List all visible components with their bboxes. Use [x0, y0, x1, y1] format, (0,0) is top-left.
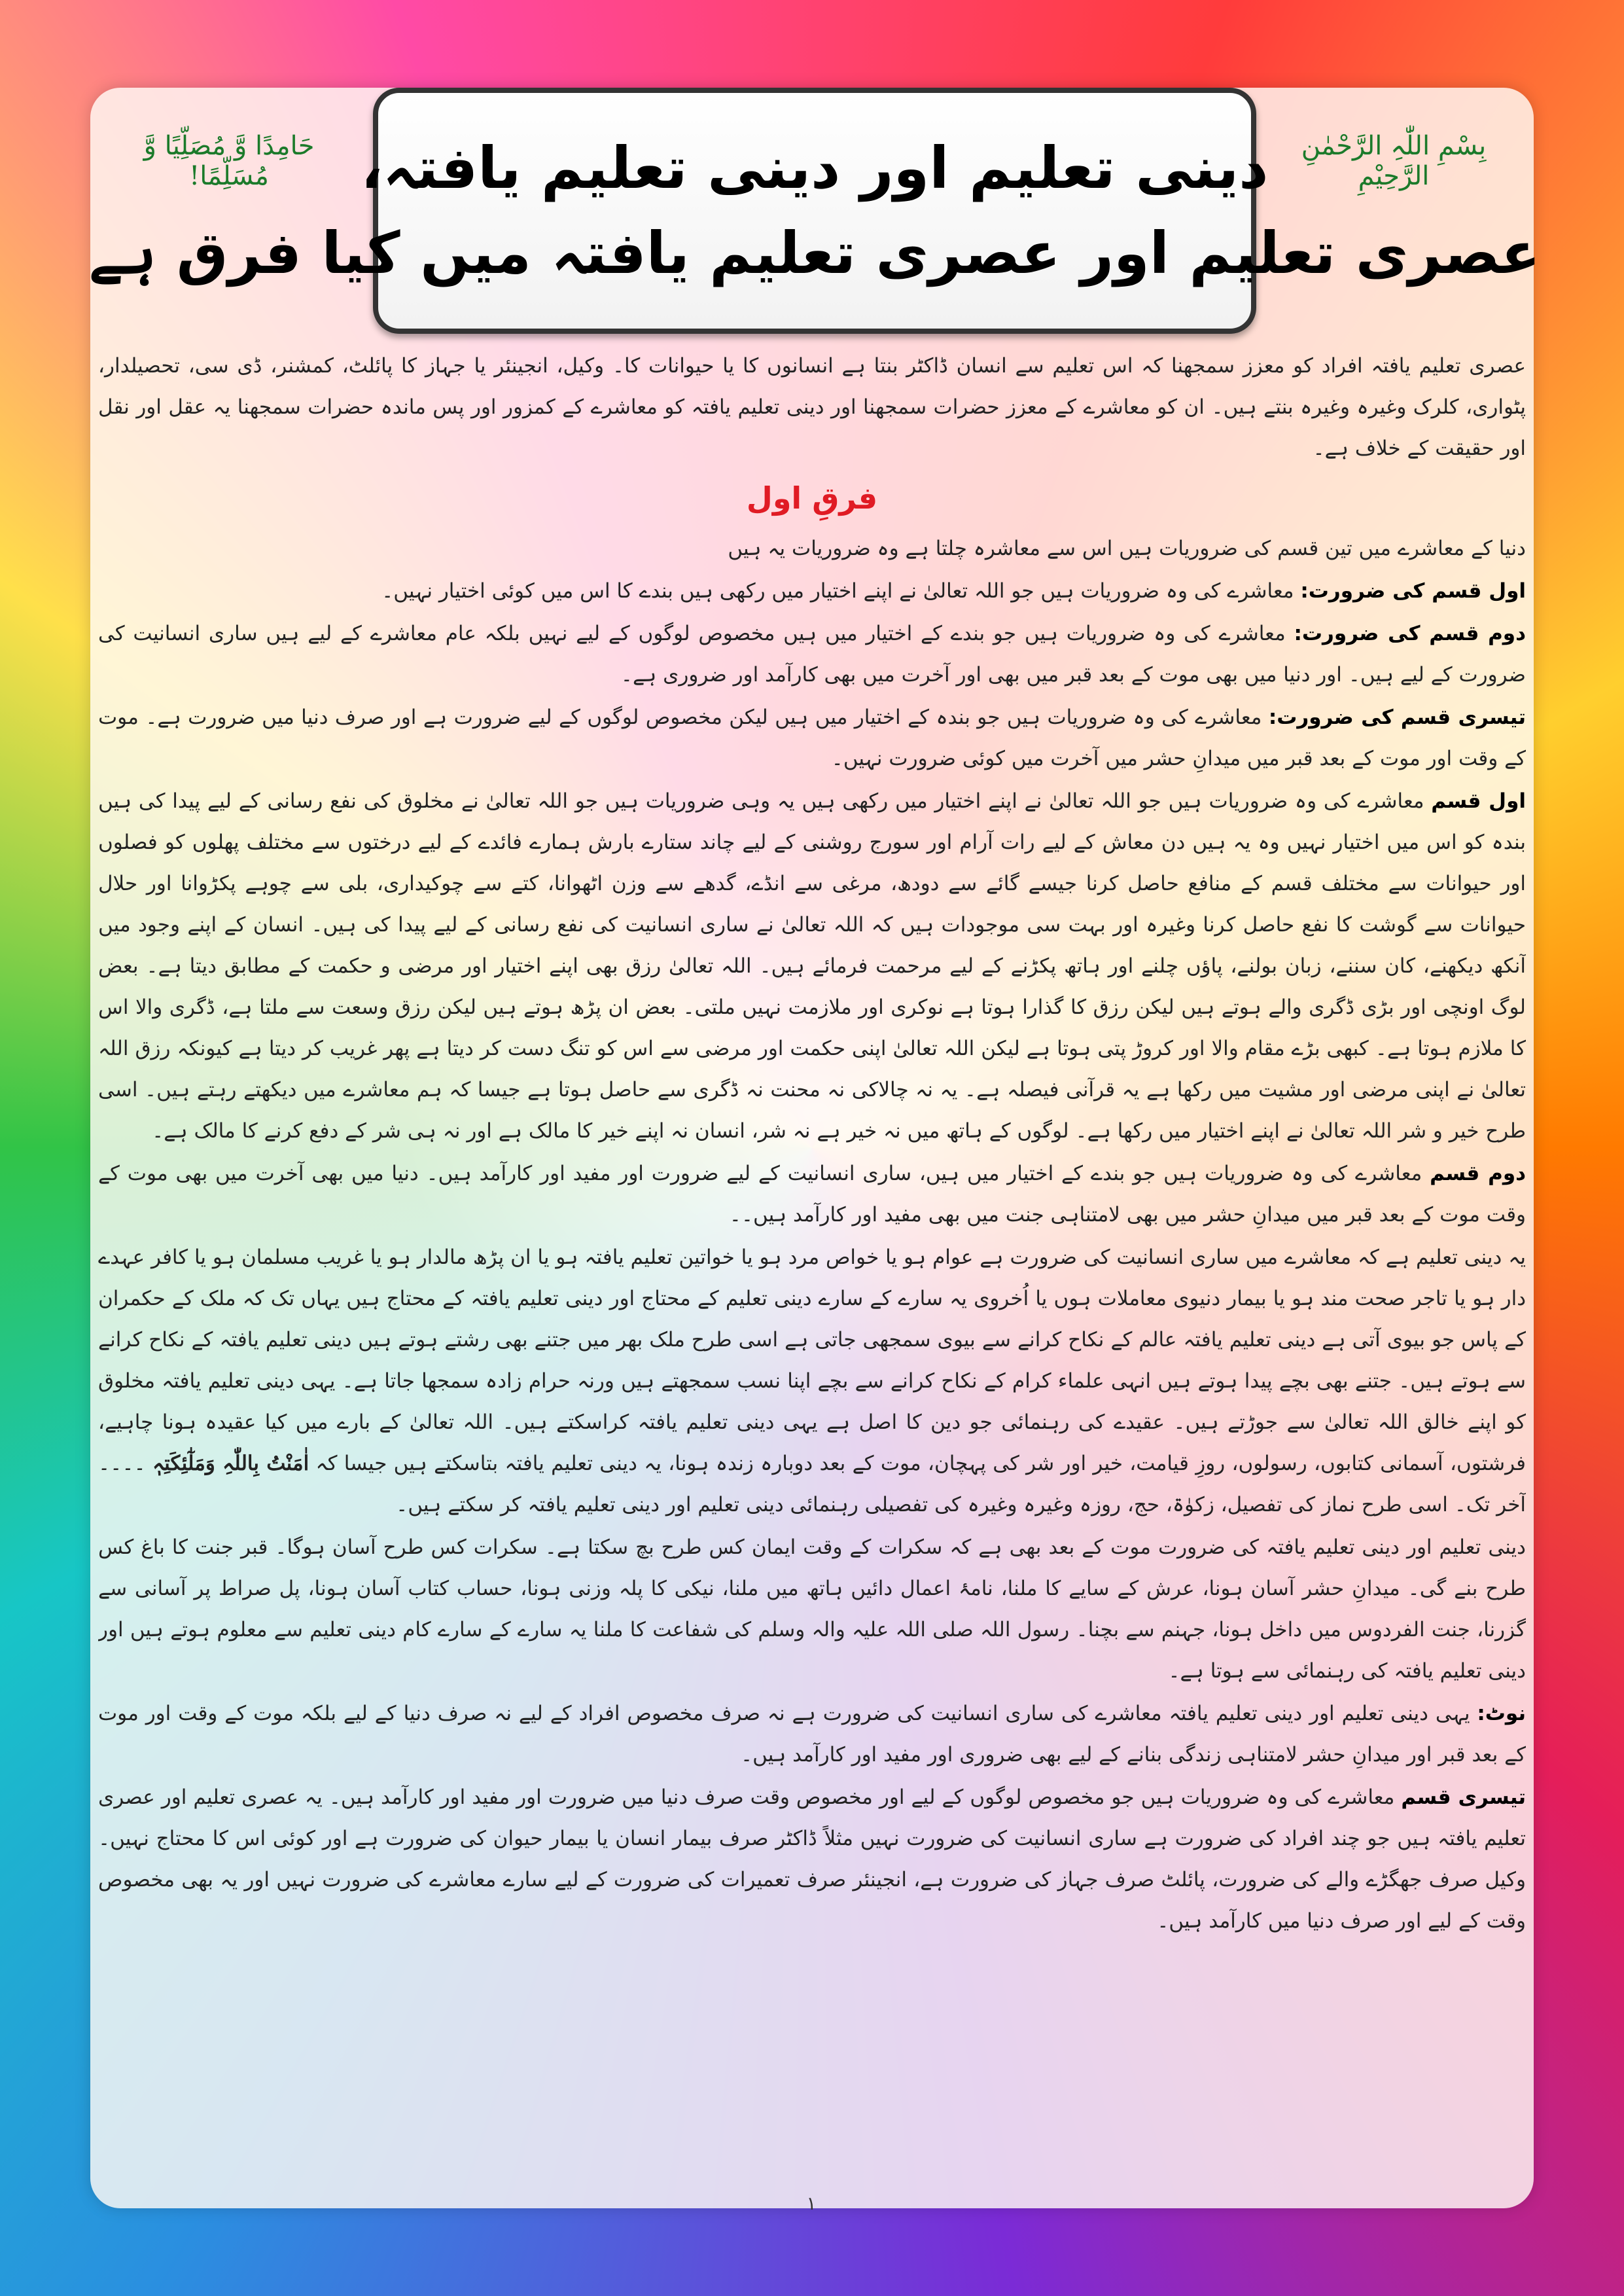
- religious-education-text-b: ۔۔۔۔ آخر تک۔ اسی طرح نماز کی تفصیل، زکوٰۃ، حج، روزہ وغیرہ وغیرہ کی تفصیلی رہنمائی دینی تعلیم اور دینی تعلیم یافتہ کر سکتے ہیں۔: [98, 1452, 1526, 1516]
- paragraph-second-need: [98, 613, 1526, 696]
- paragraph-second-type-detail: [98, 1153, 1526, 1236]
- paragraph-third-need: [98, 697, 1526, 780]
- first-need-label: اول قسم کی ضرورت:: [1300, 579, 1526, 603]
- arabic-quote: اٰمَنْتُ بِاللّٰہِ وَمَلٰٓئِکَتِہٖ: [152, 1452, 309, 1475]
- note-text: یہی دینی تعلیم اور دینی تعلیم یافتہ معاشرے کی ساری انسانیت کی ضرورت ہے نہ صرف مخصوص افراد کے لیے نہ صرف دنیا کے لیے بلکہ موت کے وقت اور موت کے بعد قبر اور میدانِ حشر لامتناہی زندگی بنانے کے لیے بھی ضروری اور مفید اور کارآمد ہیں۔: [98, 1702, 1526, 1767]
- hamdan-calligraphy: حَامِدًا وَّ مُصَلِّیًا وَّ مُسَلِّمًا!: [143, 131, 315, 191]
- second-need-label: دوم قسم کی ضرورت:: [1294, 622, 1526, 645]
- paragraph-needs-intro: دنیا کے معاشرے میں تین قسم کی ضروریات ہیں اس سے معاشرہ چلتا ہے وہ ضروریات یہ ہیں: [728, 537, 1526, 560]
- paragraph-third-type-detail: [98, 1777, 1526, 1942]
- paragraph-after-death: دینی تعلیم اور دینی تعلیم یافتہ کی ضرورت موت کے بعد بھی ہے کہ سکرات کے وقت ایمان کس طرح بچ سکتا ہے۔ سکرات کس طرح آسان ہوگا۔ قبر جنت کا باغ کس طرح بنے گی۔ میدانِ حشر آسان ہونا، عرش کے سایے کا ملنا، نامۂ اعمال دائیں ہاتھ میں ملنا، نیکی کا پلہ وزنی ہونا، حساب کتاب آسان ہونا، پل صراط پر آسانی سے گزرنا، جنت الفردوس میں داخل ہونا، جہنم سے بچنا۔ رسول اللہ صلی اللہ علیہ والہ وسلم کی شفاعت کا ملنا یہ سارے کے سارے کام دینی تعلیم سے معلوم ہوتے ہیں اور دینی تعلیم یافتہ کی رہنمائی سے ہوتا ہے۔: [98, 1535, 1526, 1683]
- third-need-label: تیسری قسم کی ضرورت:: [1268, 706, 1526, 729]
- section-heading-first-difference: فرقِ اول: [746, 480, 878, 516]
- title-line-1: دینی تعلیم اور دینی تعلیم یافتہ،: [361, 134, 1269, 202]
- bismillah-calligraphy: بِسْمِ اللّٰہِ الرَّحْمٰنِ الرَّحِیْمِ: [1301, 131, 1487, 191]
- paragraph-note: [98, 1693, 1526, 1776]
- first-type-text: معاشرے کی وہ ضروریات ہیں جو اللہ تعالیٰ نے اپنے اختیار میں رکھی ہیں یہ وہی ضروریات ہیں جو اللہ تعالیٰ نے مخلوق کی نفع رسانی کے لیے پیدا کی ہیں بندہ کو اس میں اختیار نہیں وہ یہ ہیں دن معاش کے لیے رات آرام اور سورج روشنی کے لیے چاند ستارے بارش ہمارے فائدے کے لیے درختوں سے مختلف پھلوں کو فصلوں اور حیوانات سے مختلف قسم کے منافع حاصل کرنا جیسے گائے سے دودھ، مرغی سے انڈے، گدھے سے وزن اٹھوانا، کتے سے چوکیداری، بلی سے چوہے پکڑوانا اور حلال حیوانات سے گوشت کا نفع حاصل کرنا وغیرہ اور بہت سی موجودات ہیں کہ اللہ تعالیٰ نے ساری انسانیت کی نفع رسانی کے لیے پیدا کی ہیں۔ انسان کے اپنے وجود میں آنکھ دیکھنے، کان سننے، زبان بولنے، پاؤں چلنے اور ہاتھ پکڑنے کے لیے مرحمت فرمائے ہیں۔ اللہ تعالیٰ رزق بھی اپنے اختیار اور مرضی و حکمت کے مطابق دیتا ہے۔ بعض لوگ اونچی اور بڑی ڈگری والے ہوتے ہیں لیکن رزق کا گذارا ہوتا ہے نوکری اور ملازمت نہیں ملتی۔ بعض ان پڑھ ہوتے ہیں لیکن رزق وسعت سے ملتا ہے، ڈگری والا اس کا ملازم ہوتا ہے۔ کبھی بڑے مقام والا اور کروڑ پتی ہوتا ہے لیکن اللہ تعالیٰ اپنی حکمت اور مرضی سے اس کو تنگ دست کر دیتا ہے پھر غریب کر دیتا ہے کیونکہ رزق اللہ تعالیٰ نے اپنی مرضی اور مشیت میں رکھا ہے یہ قرآنی فیصلہ ہے۔ یہ نہ چالاکی نہ محنت نہ ڈگری سے حاصل ہوتا ہے جیسا کہ ہم معاشرے میں دیکھتے رہتے ہیں۔ اسی طرح خیر و شر اللہ تعالیٰ نے اپنے اختیار میں رکھا ہے۔ لوگوں کے ہاتھ میں نہ خیر ہے نہ شر، انسان نہ اپنے خیر کا مالک ہے اور نہ ہی شر کے دفع کرنے کا مالک ہے۔: [98, 789, 1526, 1143]
- paragraph-first-type-detail: [98, 781, 1526, 1152]
- page-number: ۱: [806, 2193, 817, 2214]
- paragraph-religious-education: [98, 1237, 1526, 1526]
- first-need-text: معاشرے کی وہ ضروریات ہیں جو اللہ تعالیٰ نے اپنے اختیار میں رکھی ہیں بندے کا اس میں کوئی اختیار نہیں۔: [381, 579, 1301, 603]
- third-need-text: معاشرے کی وہ ضروریات ہیں جو بندہ کے اختیار میں ہیں لیکن مخصوص لوگوں کے لیے ضرورت ہے اور صرف دنیا میں ضرورت ہے۔ موت کے وقت اور موت کے بعد قبر میں میدانِ حشر میں آخرت میں کوئی ضرورت نہیں۔: [98, 706, 1526, 770]
- first-type-label: اول قسم: [1431, 789, 1526, 813]
- second-type-label: دوم قسم: [1430, 1162, 1526, 1185]
- paragraph-first-need: [98, 571, 1526, 612]
- intro-paragraph: عصری تعلیم یافتہ افراد کو معزز سمجھنا کہ اس تعلیم سے انسان ڈاکٹر بنتا ہے انسانوں کا یا حیوانات کا۔ وکیل، انجینئر یا جہاز کا پائلٹ، کمشنر، ڈی سی، تحصیلدار، پٹواری، کلرک وغیرہ وغیرہ بنتے ہیں۔ ان کو معاشرے کے معزز حضرات سمجھنا اور دینی تعلیم یافتہ کو معاشرے کے کمزور اور پس ماندہ حضرات سمجھنا یہ عقل اور نقل اور حقیقت کے خلاف ہے۔: [98, 354, 1526, 460]
- second-need-text: معاشرے کی وہ ضروریات ہیں جو بندے کے اختیار میں ہیں مخصوص لوگوں کے لیے نہیں بلکہ عام معاشرے کے لیے ہیں ساری انسانیت کی ضرورت کے لیے ہیں۔ اور دنیا میں بھی موت کے بعد قبر میں بھی اور آخرت میں بھی کارآمد اور ضروری ہے۔: [98, 622, 1526, 687]
- article-body: [98, 346, 1526, 2191]
- third-type-text: معاشرے کی وہ ضروریات ہیں جو مخصوص لوگوں کے لیے اور مخصوص وقت صرف دنیا میں ضرورت اور مفید اور کارآمد ہیں۔ یہ عصری تعلیم اور عصری تعلیم یافتہ ہیں جو چند افراد کی ضرورت ہے ساری انسانیت کی ضرورت نہیں مثلاً ڈاکٹر صرف بیمار انسان یا بیمار حیوان کی ضرورت ہے اور کوئی اس کا محتاج نہیں۔ وکیل صرف جھگڑے والے کی ضرورت، پائلٹ صرف جہاز کی ضرورت ہے، انجینئر صرف تعمیرات کی ضرورت کے لیے سارے معاشرے کی ضرورت نہیں اور یہ بھی مخصوص وقت کے لیے اور صرف دنیا میں کارآمد ہیں۔: [98, 1785, 1526, 1933]
- note-label: نوٹ:: [1477, 1702, 1526, 1725]
- second-type-text: معاشرے کی وہ ضروریات ہیں جو بندے کے اختیار میں ہیں، ساری انسانیت کے لیے ضرورت اور مفید اور کارآمد ہیں۔ دنیا میں بھی آخرت میں بھی موت کے وقت موت کے بعد قبر میں میدانِ حشر میں بھی لامتناہی جنت میں بھی مفید اور کارآمد ہیں۔۔: [98, 1162, 1526, 1227]
- title-line-2: عصری تعلیم اور عصری تعلیم یافتہ میں کیا فرق ہے: [89, 219, 1540, 287]
- third-type-label: تیسری قسم: [1401, 1785, 1526, 1809]
- religious-education-text-a: یہ دینی تعلیم ہے کہ معاشرے میں ساری انسانیت کی ضرورت ہے عوام ہو یا خواص مرد ہو یا خواتین تعلیم یافتہ ہو یا ان پڑھ مالدار ہو یا غریب مسلمان ہو یا کافر عہدے دار ہو یا تاجر صحت مند ہو یا بیمار دنیوی معاملات ہوں یا اُخروی یہ سارے کے سارے دینی تعلیم کے محتاج اور دینی تعلیم یافتہ کے محتاج ہیں یہاں تک کہ ملک کے حکمران کے پاس جو بیوی آتی ہے دینی تعلیم یافتہ عالم کے نکاح کرانے سے بیوی سمجھی جاتی ہے اسی طرح ملک بھر میں جتنے بھی رشتے ہوتے ہیں دینی تعلیم یافتہ کے نکاح کرانے سے ہوتے ہیں۔ جتنے بھی بچے پیدا ہوتے ہیں انہی علماء کرام کے نکاح کرانے سے بچے اپنا نسب سمجھتے ہیں ورنہ حرام زادہ سمجھا جاتا ہے۔ یہی دینی تعلیم یافتہ مخلوق کو اپنے خالق اللہ تعالیٰ سے جوڑتے ہیں۔ عقیدے کی رہنمائی جو دین کا اصل ہے یہی دینی تعلیم یافتہ کراسکتے ہیں۔ اللہ تعالیٰ کے بارے میں کیا عقیدہ ہونا چاہیے، فرشتوں، آسمانی کتابوں، رسولوں، روزِ قیامت، خیر اور شر کی پہچان، موت کے بعد دوبارہ زندہ ہونا، یہ دینی تعلیم یافتہ بتاسکتے ہیں جیسا کہ: [98, 1246, 1526, 1475]
